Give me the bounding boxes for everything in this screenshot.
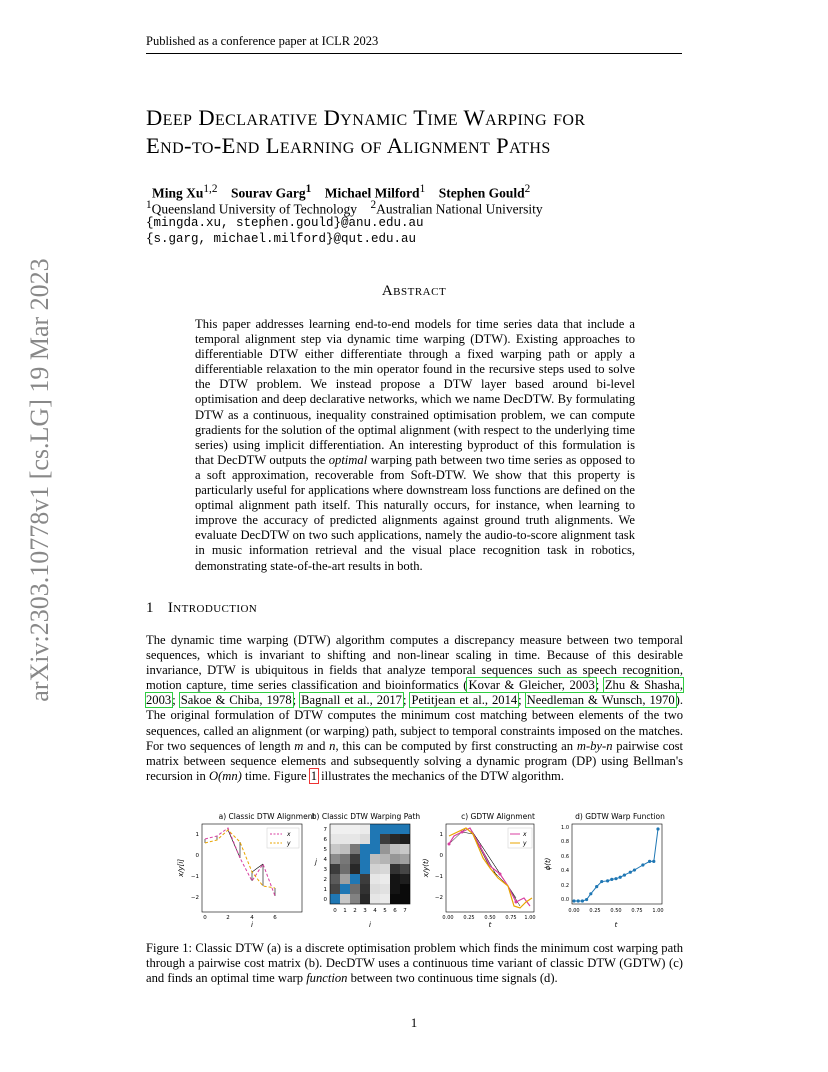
affiliations — [146, 199, 543, 218]
page-number: 1 — [410, 1015, 418, 1030]
y-tick: 1 — [323, 887, 327, 893]
panel-title: d) GDTW Warp Function — [575, 812, 665, 821]
paper-title — [146, 104, 706, 160]
panel-frame — [572, 824, 662, 904]
y-tick: 0.8 — [561, 839, 569, 845]
arxiv-stamp-text: arXiv:2303.10778v1 [cs.LG] 19 Mar 2023 — [25, 258, 54, 702]
x-tick: 6 — [273, 915, 277, 921]
y-tick: 2 — [323, 877, 327, 883]
warp-point — [656, 827, 659, 830]
y-tick: 7 — [323, 827, 327, 833]
matrix-cell — [330, 884, 340, 894]
panel-title: b) Classic DTW Warping Path — [311, 812, 421, 821]
matrix-cell — [330, 824, 340, 834]
title-line-2: End-to-End Learning of Alignment Paths — [146, 133, 551, 158]
matrix-cell — [340, 844, 350, 854]
citation-link[interactable]: Petitjean et al., 2014 — [411, 693, 518, 708]
section-title: Introduction — [167, 600, 258, 616]
panel-title: c) GDTW Alignment — [461, 812, 535, 821]
panel-c — [422, 812, 536, 929]
running-header: Published as a conference paper at ICLR 2023 — [146, 34, 379, 48]
matrix-cell — [360, 834, 370, 844]
x-tick: 0.75 — [631, 908, 643, 914]
matrix-cell — [400, 864, 410, 874]
warp-point — [572, 899, 575, 902]
email-line[interactable]: {s.garg, michael.milford}@qut.edu.au — [146, 232, 417, 246]
intro-paragraph: The dynamic time warping (DTW) algorithm computes a discrepancy measure between two temporal sequences, which is invariant to shifting and non-linear scaling in time. Because of this desirable invariance, DTW is ubiquitous in fields that analyze temporal sequences such as speech recognition, motion capture, time series classification and bioinformatics (Kovar & Gleicher, 2003; Zhu & Shasha, 2003; Sakoe & Chiba, 1978; Bagnall et al., 2017; Petitjean et al., 2014; Needleman & Wunsch, 1970). The original formulation of DTW computes the minimum cost matching between elements of the two sequences, called an alignment (or warping) path, subject to temporal constraints imposed on the matches. For two sequences of length m and n, this can be computed by first constructing an m-by-n pairwise cost matrix between sequence elements and subsequently solving a dynamic program (DP) using Bellman's recursion in O(mn) time. Figure 1 illustrates the mechanics of the DTW algorithm. — [146, 633, 684, 783]
intro-text: The dynamic time warping (DTW) algorithm computes a discrepancy measure between two temporal sequences, which is invariant to shifting and non-linear scaling in time. Because of this desirable invariance, DTW is ubiquitous in fields that analyze temporal sequences such as speech recognition, motion capture, time series classification and bioinformatics ( — [146, 633, 683, 693]
matrix-cell — [400, 894, 410, 904]
matrix-cell — [360, 874, 370, 884]
warp-function-markers — [572, 827, 659, 902]
matrix-cell — [370, 824, 380, 834]
affiliation: Australian National University — [376, 201, 543, 217]
citation-link[interactable]: Kovar & Gleicher, 2003 — [468, 678, 595, 693]
matrix-cell — [390, 884, 400, 894]
citation-link[interactable]: Zhu & Shasha, 2003 — [146, 678, 683, 708]
matrix-cell — [400, 834, 410, 844]
matrix-cell — [360, 894, 370, 904]
matrix-cell — [340, 884, 350, 894]
intro-text: , this can be computed by first constructing an — [335, 738, 577, 753]
math-var: m — [294, 738, 304, 753]
matrix-cell — [350, 834, 360, 844]
matrix-cell — [370, 864, 380, 874]
matrix-cell — [340, 874, 350, 884]
matrix-cell — [370, 894, 380, 904]
author-sup: 1 — [419, 183, 426, 195]
matrix-cell — [350, 824, 360, 834]
matrix-cell — [360, 844, 370, 854]
abstract-text: warping path between two time series as opposed to a soft approximation, recoverable from Soft-DTW. We show that this property is particularly useful for applications where downstream loss functions are defined on the optimal alignment path itself. This naturally occurs, for instance, when learning to improve the accuracy of predicted alignments against ground truth alignments. We evaluate DecDTW on two such applications, namely the audio-to-score alignment task in music information retrieval and the visual place recognition task in robotics, demonstrating state-of-the-art results in both. — [195, 452, 636, 573]
x-tick: 1.00 — [524, 915, 536, 921]
warp-function-line — [574, 829, 658, 901]
warp-point — [589, 892, 592, 895]
x-tick: 0.50 — [610, 908, 622, 914]
matrix-cell — [380, 834, 390, 844]
matrix-cell — [400, 824, 410, 834]
caption-emphasis: function — [306, 971, 348, 986]
matrix-cell — [390, 824, 400, 834]
x-tick: 5 — [383, 908, 387, 914]
section-heading — [146, 600, 257, 617]
intro-text: and — [303, 738, 330, 753]
citation-link[interactable]: Needleman & Wunsch, 1970 — [526, 693, 675, 708]
y-tick: 0 — [195, 853, 199, 859]
matrix-cell — [330, 874, 340, 884]
y-tick: 1 — [439, 832, 443, 838]
x-tick: 2 — [353, 908, 357, 914]
y-ticks — [324, 827, 328, 903]
matrix-cell — [400, 884, 410, 894]
warp-point — [641, 863, 644, 866]
matrix-cell — [370, 874, 380, 884]
matrix-cell — [380, 884, 390, 894]
warp-point — [585, 898, 588, 901]
x-tick: 4 — [373, 908, 377, 914]
legend-x: x — [287, 831, 291, 838]
warp-point — [606, 879, 609, 882]
y-tick: 4 — [323, 857, 327, 863]
x-tick: 0.00 — [442, 915, 454, 921]
section-number: 1 — [146, 600, 154, 616]
warp-point — [619, 876, 622, 879]
y-tick: 0 — [323, 897, 327, 903]
y-tick: 1.0 — [561, 825, 569, 831]
matrix-cell — [380, 854, 390, 864]
matrix-cell — [370, 884, 380, 894]
matrix-cell — [390, 854, 400, 864]
matrix-cell — [390, 844, 400, 854]
matrix-cell — [390, 834, 400, 844]
y-label: x/y[i] — [177, 858, 185, 878]
caption-text: between two continuous time signals (d). — [347, 971, 558, 986]
citation-link[interactable]: Bagnall et al., 2017 — [301, 693, 402, 708]
matrix-cell — [330, 894, 340, 904]
matrix-cell — [380, 824, 390, 834]
y-tick: 0.2 — [561, 883, 569, 889]
author: Stephen Gould — [438, 185, 525, 201]
y-tick: −2 — [190, 895, 199, 901]
y-tick: 1 — [195, 832, 199, 838]
panel-a — [177, 812, 315, 929]
y-tick: −1 — [190, 874, 199, 880]
y-tick: 6 — [323, 837, 327, 843]
matrix-cell — [340, 894, 350, 904]
matrix-cell — [370, 854, 380, 864]
x-tick: 0.50 — [484, 915, 496, 921]
x-tick: 0 — [203, 915, 207, 921]
warp-point — [652, 860, 655, 863]
arxiv-stamp — [10, 258, 70, 702]
figure-ref-link[interactable]: 1 — [310, 768, 317, 783]
header-rule — [146, 53, 682, 54]
x-tick: 0.00 — [568, 908, 580, 914]
matrix-cell — [350, 864, 360, 874]
matrix-cell — [340, 854, 350, 864]
cost-matrix — [330, 824, 410, 904]
matrix-cell — [370, 834, 380, 844]
legend — [267, 828, 299, 848]
affiliation: Queensland University of Technology — [151, 201, 358, 217]
intro-text: time. Figure — [241, 768, 310, 783]
y-ticks — [435, 832, 444, 901]
intro-text: pairwise cost matrix between sequence elements and subsequently solving a dynamic program (DP) using Bellman's recursion in — [146, 738, 684, 783]
warp-point — [600, 880, 603, 883]
matrix-cell — [340, 834, 350, 844]
legend-x: x — [523, 831, 527, 838]
x-tick: 6 — [393, 908, 397, 914]
matrix-cell — [400, 844, 410, 854]
x-label: t — [488, 921, 492, 929]
matrix-cell — [350, 844, 360, 854]
figure-caption — [146, 941, 683, 986]
abstract-emphasis: optimal — [328, 452, 368, 467]
legend — [508, 828, 532, 848]
y-tick: 5 — [323, 847, 327, 853]
y-tick: 0 — [439, 853, 443, 859]
y-tick: 0.0 — [561, 897, 569, 903]
matrix-cell — [340, 864, 350, 874]
matrix-cell — [330, 864, 340, 874]
matrix-cell — [380, 874, 390, 884]
author: Michael Milford — [324, 185, 420, 201]
math-var: m-by-n — [576, 738, 613, 753]
abstract-heading: Abstract — [381, 283, 447, 299]
math-expr: O(mn) — [208, 768, 242, 783]
y-ticks — [191, 832, 200, 901]
y-tick: 0.6 — [561, 854, 569, 860]
abstract-body — [195, 317, 635, 574]
matrix-cell — [330, 834, 340, 844]
author-sup: 2 — [524, 183, 531, 195]
x-ticks — [568, 908, 663, 914]
warp-point — [610, 878, 613, 881]
legend-y: y — [523, 840, 527, 847]
warp-point — [595, 885, 598, 888]
panel-title: a) Classic DTW Alignment — [218, 812, 316, 821]
y-label: x/y(t) — [422, 858, 430, 878]
y-tick: −2 — [434, 895, 443, 901]
matrix-cell — [330, 844, 340, 854]
author: Ming Xu — [152, 185, 204, 201]
warp-point — [614, 877, 617, 880]
x-tick: 0.75 — [505, 915, 517, 921]
matrix-cell — [380, 844, 390, 854]
x-tick: 0 — [333, 908, 337, 914]
x-tick: 2 — [226, 915, 230, 921]
author-sup: 1,2 — [203, 183, 218, 195]
author-sup: 1 — [305, 183, 312, 195]
affil-sup: 2 — [370, 199, 377, 211]
matrix-cell — [390, 874, 400, 884]
matrix-cell — [360, 884, 370, 894]
x-label: i — [251, 921, 253, 929]
x-tick: 7 — [403, 908, 407, 914]
affil-sup: 1 — [146, 199, 152, 211]
abstract-text: This paper addresses learning end-to-end models for time series data that include a temporal alignment step via dynamic time warping (DTW). Existing approaches to differentiable DTW either differentiate through a fixed warping path or apply a differentiable relaxation to the min operator found in the recursive steps used to solve the DTW problem. We instead propose a DTW layer based around bi-level optimisation and deep declarative networks, which we name DecDTW. By formulating DTW as a continuous, inequality constrained optimisation problem, we can compute gradients for the solution of the optimal alignment (with respect to the underlying time series) using implicit differentiation. An interesting byproduct of this formulation is that DecDTW outputs the — [195, 317, 635, 467]
figure-1 — [160, 806, 680, 931]
matrix-cell — [370, 844, 380, 854]
matrix-cell — [380, 864, 390, 874]
matrix-cell — [390, 894, 400, 904]
citation-link[interactable]: Sakoe & Chiba, 1978 — [180, 693, 292, 708]
warp-point — [633, 868, 636, 871]
x-ticks — [333, 908, 407, 914]
warp-point — [581, 899, 584, 902]
y-tick: 0.4 — [561, 868, 569, 874]
matrix-cell — [360, 854, 370, 864]
x-tick: 1 — [343, 908, 347, 914]
series-x-markers — [448, 831, 518, 904]
y-tick: −1 — [434, 874, 443, 880]
y-label: ϕ(t) — [544, 857, 552, 871]
matrix-cell — [340, 824, 350, 834]
email-line[interactable]: {mingda.xu, stephen.gould}@anu.edu.au — [146, 216, 424, 230]
x-tick: 0.25 — [589, 908, 601, 914]
warp-point — [648, 860, 651, 863]
x-label: i — [369, 921, 371, 929]
y-tick: 3 — [323, 867, 327, 873]
warp-point — [629, 871, 632, 874]
x-ticks — [442, 915, 535, 921]
x-tick: 1.00 — [652, 908, 664, 914]
matrix-cell — [390, 864, 400, 874]
caption-text: Figure 1: Classic DTW (a) is a discrete optimisation problem which finds the minimum cost warping path through a pairwise cost matrix (b). DecDTW uses a continuous time variant of classic DTW (GDTW) (c) and finds an optimal time warp — [146, 941, 683, 986]
matrix-cell — [350, 894, 360, 904]
intro-text: ). The original formulation of DTW computes the minimum cost matching between elements of the two sequences, called an alignment (or warping) path, subject to temporal constraints imposed on the matches. For two sequences of length — [146, 693, 683, 753]
y-ticks — [561, 825, 569, 903]
matrix-cell — [350, 874, 360, 884]
title-line-1: Deep Declarative Dynamic Time Warping for — [146, 105, 586, 130]
panel-d — [544, 812, 665, 929]
x-tick: 0.25 — [463, 915, 475, 921]
math-var: n — [329, 738, 336, 753]
series-y-line — [205, 830, 275, 888]
matrix-cell — [360, 864, 370, 874]
x-ticks — [203, 915, 277, 921]
x-label: t — [614, 921, 618, 929]
warp-point — [623, 873, 626, 876]
legend-y: y — [287, 840, 291, 847]
author: Sourav Garg — [230, 185, 306, 201]
x-tick: 3 — [363, 908, 367, 914]
y-label: j — [315, 858, 317, 866]
matrix-cell — [350, 884, 360, 894]
x-tick: 4 — [250, 915, 254, 921]
matrix-cell — [360, 824, 370, 834]
matrix-cell — [400, 874, 410, 884]
matrix-cell — [350, 854, 360, 864]
intro-text: illustrates the mechanics of the DTW algorithm. — [317, 768, 564, 783]
matrix-cell — [380, 894, 390, 904]
matrix-cell — [400, 854, 410, 864]
matrix-cell — [330, 854, 340, 864]
warp-point — [577, 899, 580, 902]
panel-b — [312, 812, 421, 929]
